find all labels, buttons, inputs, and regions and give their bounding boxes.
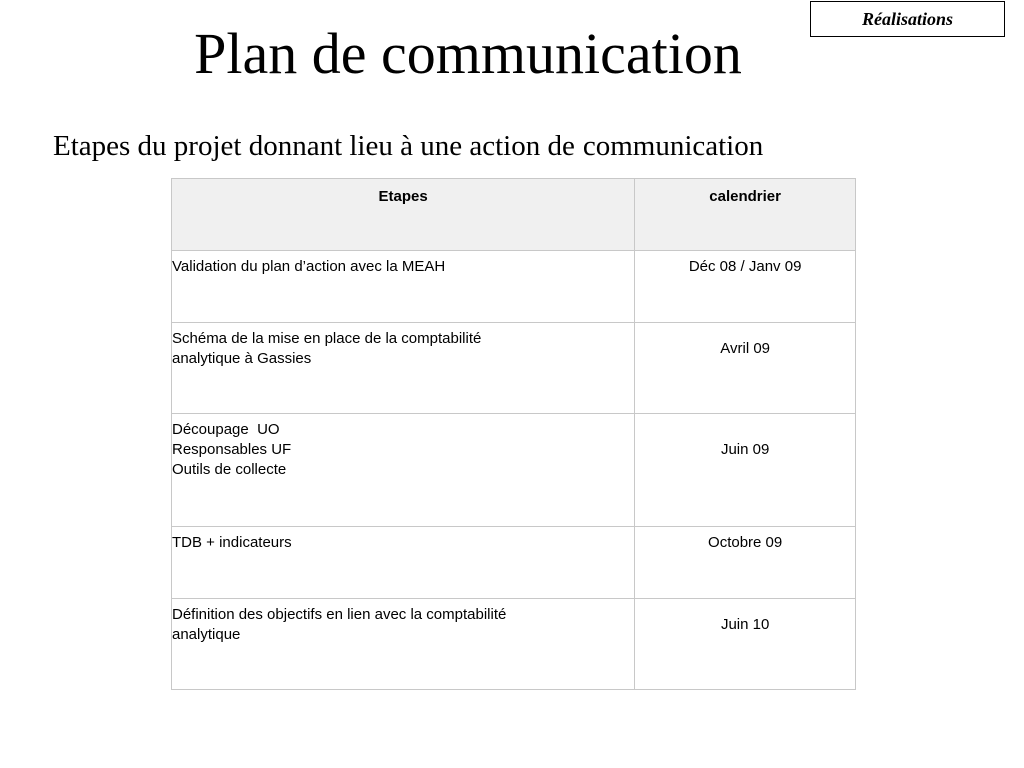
date-value: Déc 08 / Janv 09	[688, 258, 802, 275]
date-cell	[635, 414, 856, 527]
etape-cell	[172, 323, 635, 414]
etape-line: analytique à Gassies	[172, 350, 312, 367]
subtitle-part-1: Etapes du projet donnant lieu à une action de	[53, 130, 575, 162]
date-value: Juin 09	[720, 441, 770, 458]
date-cell	[635, 527, 856, 599]
etape-cell	[172, 599, 635, 690]
table-row	[172, 323, 856, 414]
date-cell	[635, 251, 856, 323]
date-value: Juin 10	[720, 616, 770, 633]
section-tag-label: Réalisations	[861, 8, 954, 29]
etape-line: Découpage UO	[172, 421, 280, 438]
etape-line: Responsables UF	[172, 441, 292, 458]
header-etapes: Etapes	[172, 179, 635, 251]
subtitle	[53, 128, 763, 164]
steps-table	[171, 178, 856, 690]
etape-line: analytique	[172, 626, 241, 643]
table-header-row	[172, 179, 856, 251]
etape-line: TDB + indicateurs	[172, 534, 292, 551]
date-value: Avril 09	[720, 340, 771, 357]
page-title: Plan de communication	[194, 21, 742, 86]
etape-cell	[172, 527, 635, 599]
etape-line: Outils de collecte	[172, 461, 287, 478]
etape-line: Validation du plan d’action avec la MEAH	[172, 258, 446, 275]
etape-line: Schéma de la mise en place de la comptabilité	[172, 330, 482, 347]
table-row	[172, 414, 856, 527]
table-row	[172, 527, 856, 599]
etape-line: Définition des objectifs en lien avec la comptabilité	[172, 606, 507, 623]
date-value: Octobre 09	[708, 534, 783, 551]
date-cell	[635, 599, 856, 690]
table-row	[172, 599, 856, 690]
etape-cell	[172, 251, 635, 323]
etape-cell	[172, 414, 635, 527]
table-row	[172, 251, 856, 323]
subtitle-part-2: communication	[582, 130, 764, 162]
header-calendrier: calendrier	[635, 179, 856, 251]
date-cell	[635, 323, 856, 414]
